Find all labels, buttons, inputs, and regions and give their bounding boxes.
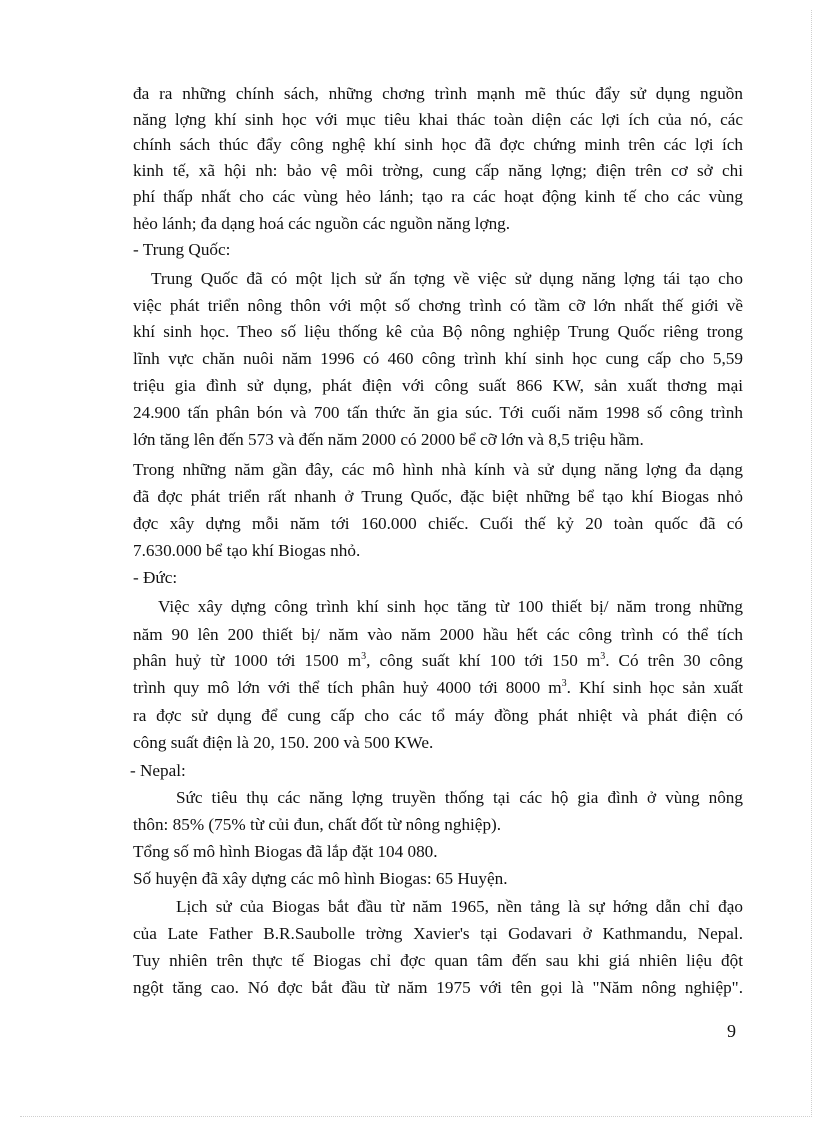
- text-line: đợc xây dựng mỗi năm tới 160.000 chiếc. Cuối thế kỷ 20 toàn quốc đã có: [133, 514, 743, 533]
- text-line: ngột tăng cao. Nó đợc bắt đầu từ năm 1975 với tên gọi là "Năm nông nghiệp".: [133, 978, 743, 997]
- text-line: chính sách thúc đẩy công nghệ khí sinh học đã đợc chứng minh trên các lợi ích: [133, 135, 743, 154]
- text-line: của Late Father B.R.Saubolle trờng Xavier's tại Godavari ở Kathmandu, Nepal.: [133, 924, 743, 943]
- text-line: Trong những năm gần đây, các mô hình nhà kính và sử dụng năng lợng đa dạng: [133, 460, 743, 479]
- text-line: Sức tiêu thụ các năng lợng truyền thống tại các hộ gia đình ở vùng nông: [176, 788, 743, 807]
- text-line: kinh tế, xã hội nh: bảo vệ môi trờng, cung cấp năng lợng; điện trên cơ sở chi: [133, 161, 743, 180]
- text-line: đã đợc phát triển rất nhanh ở Trung Quốc, đặc biệt những bể tạo khí Biogas nhỏ: [133, 487, 743, 506]
- text-line: phí thấp nhất cho các vùng hẻo lánh; tạo ra các hoạt động kinh tế cho các vùng: [133, 187, 743, 206]
- text-line: Trung Quốc đã có một lịch sử ấn tợng về việc sử dụng năng lợng tái tạo cho: [151, 269, 743, 288]
- page-number: 9: [727, 1021, 736, 1041]
- text-line: Lịch sử của Biogas bắt đầu từ năm 1965, nền tảng là sự hớng dẫn chỉ đạo: [176, 897, 743, 916]
- page-edge-bottom: [20, 1116, 812, 1117]
- text-line: triệu gia đình sử dụng, phát điện với công suất 866 KW, sản xuất thơng mại: [133, 376, 743, 395]
- text-line: Tuy nhiên trên thực tế Biogas chỉ đợc quan tâm đến sau khi giá nhiên liệu đột: [133, 951, 743, 970]
- text-line: Tổng số mô hình Biogas đã lắp đặt 104 080.: [133, 842, 438, 861]
- text-line: công suất điện là 20, 150. 200 và 500 KWe.: [133, 733, 434, 752]
- text-line: năm 90 lên 200 thiết bị/ năm vào năm 2000 hầu hết các công trình có thể tích: [133, 625, 743, 644]
- text-line: ra đợc sử dụng để cung cấp cho các tổ máy đồng phát nhiệt và phát điện có: [133, 706, 743, 725]
- text-line: đa ra những chính sách, những chơng trình mạnh mẽ thúc đẩy sử dụng nguồn: [133, 84, 743, 103]
- text-line: năng lợng khí sinh học với mục tiêu khai thác toàn diện các lợi ích của nó, các: [133, 110, 743, 129]
- text-line: việc phát triển nông thôn với một số chơng trình có tầm cỡ lớn nhất thế giới về: [133, 296, 743, 315]
- page-edge-right: [811, 10, 812, 1115]
- text-line: trình quy mô lớn với thể tích phân huỷ 4000 tới 8000 $m^3$. Khí sinh học sản xuất: [133, 678, 743, 697]
- text-line: lĩnh vực chăn nuôi năm 1996 có 460 công trình khí sinh học cung cấp cho 5,59: [133, 349, 743, 368]
- section-heading-germany: - Đức:: [133, 568, 178, 587]
- section-heading-nepal: - Nepal:: [130, 761, 186, 780]
- text-line: khí sinh học. Theo số liệu thống kê của Bộ nông nghiệp Trung Quốc riêng trong: [133, 322, 743, 341]
- text-line: 7.630.000 bể tạo khí Biogas nhỏ.: [133, 541, 361, 560]
- section-heading-china: - Trung Quốc:: [133, 240, 231, 259]
- text-line: hẻo lánh; đa dạng hoá các nguồn các nguồn năng lợng.: [133, 214, 511, 233]
- text-line: Việc xây dựng công trình khí sinh học tăng từ 100 thiết bị/ năm trong những: [158, 597, 743, 616]
- text-line: thôn: 85% (75% từ củi đun, chất đốt từ nông nghiệp).: [133, 815, 502, 834]
- text-line: Số huyện đã xây dựng các mô hình Biogas: 65 Huyện.: [133, 869, 508, 888]
- text-line: phân huỷ từ 1000 tới 1500 $m^3$, công suất khí 100 tới 150 $m^3$. Có trên 30 công: [133, 651, 743, 670]
- text-line: lớn tăng lên đến 573 và đến năm 2000 có 2000 bể cỡ lớn và 8,5 triệu hầm.: [133, 430, 644, 449]
- text-line: 24.900 tấn phân bón và 700 tấn thức ăn gia súc. Tới cuối năm 1998 số công trình: [133, 403, 743, 422]
